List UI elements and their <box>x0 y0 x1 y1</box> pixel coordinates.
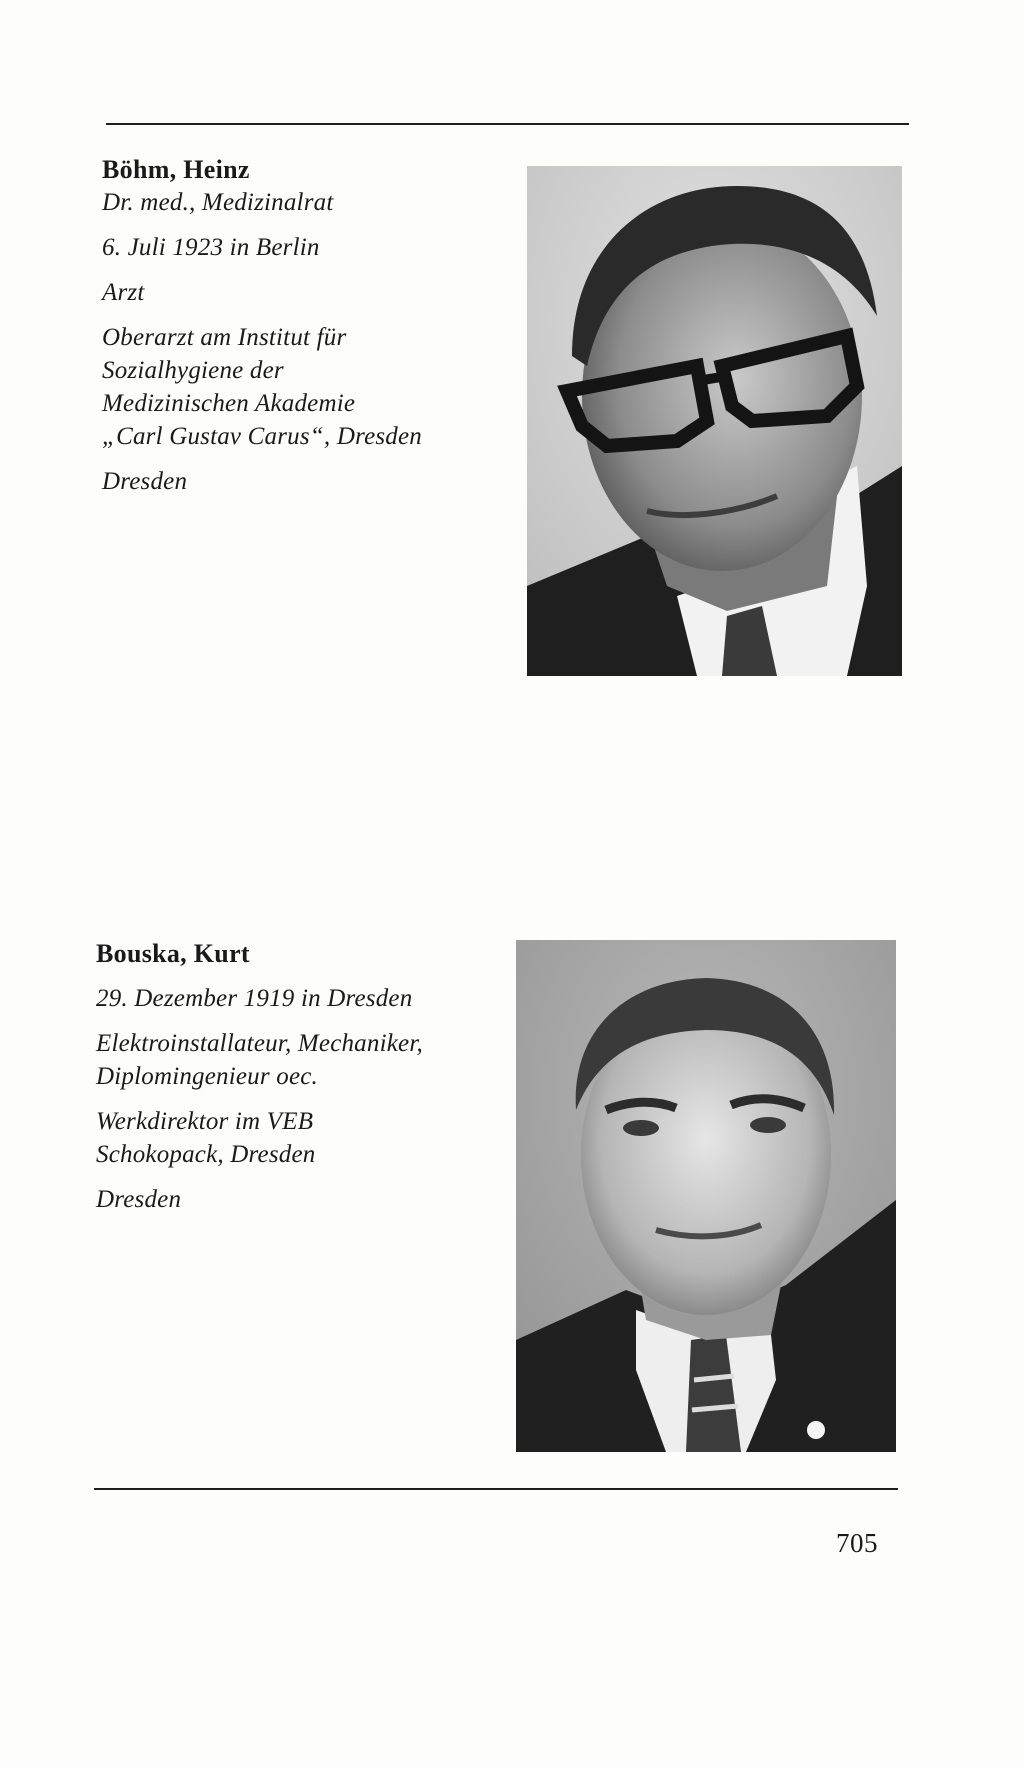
biography-entry-boehm <box>102 154 482 498</box>
position-line: Werkdirektor im VEB <box>96 1108 314 1135</box>
profession-line: Diplomingenieur oec. <box>96 1063 319 1090</box>
bottom-rule <box>94 1488 898 1490</box>
birth-info: 29. Dezember 1919 in Dresden <box>96 985 413 1012</box>
biography-entry-bouska <box>96 938 476 1216</box>
top-rule <box>106 123 909 125</box>
page-number: 705 <box>836 1528 878 1558</box>
portrait-photo-boehm <box>527 166 902 676</box>
portrait-photo-bouska <box>516 940 896 1452</box>
birth-info: 6. Juli 1923 in Berlin <box>102 234 320 261</box>
residence: Dresden <box>96 1186 182 1213</box>
person-name: Bouska, Kurt <box>96 939 250 968</box>
position-line: Oberarzt am Institut für <box>102 324 347 351</box>
position-line: Schokopack, Dresden <box>96 1141 316 1168</box>
person-name: Böhm, Heinz <box>102 155 250 184</box>
profession-line: Elektroinstallateur, Mechaniker, <box>96 1030 423 1057</box>
person-title: Dr. med., Medizinalrat <box>102 189 334 216</box>
residence: Dresden <box>102 468 188 495</box>
profession: Arzt <box>102 279 145 306</box>
position-line: „Carl Gustav Carus“, Dresden <box>102 423 422 450</box>
position-line: Sozialhygiene der <box>102 357 284 384</box>
position-line: Medizinischen Akademie <box>102 390 356 417</box>
